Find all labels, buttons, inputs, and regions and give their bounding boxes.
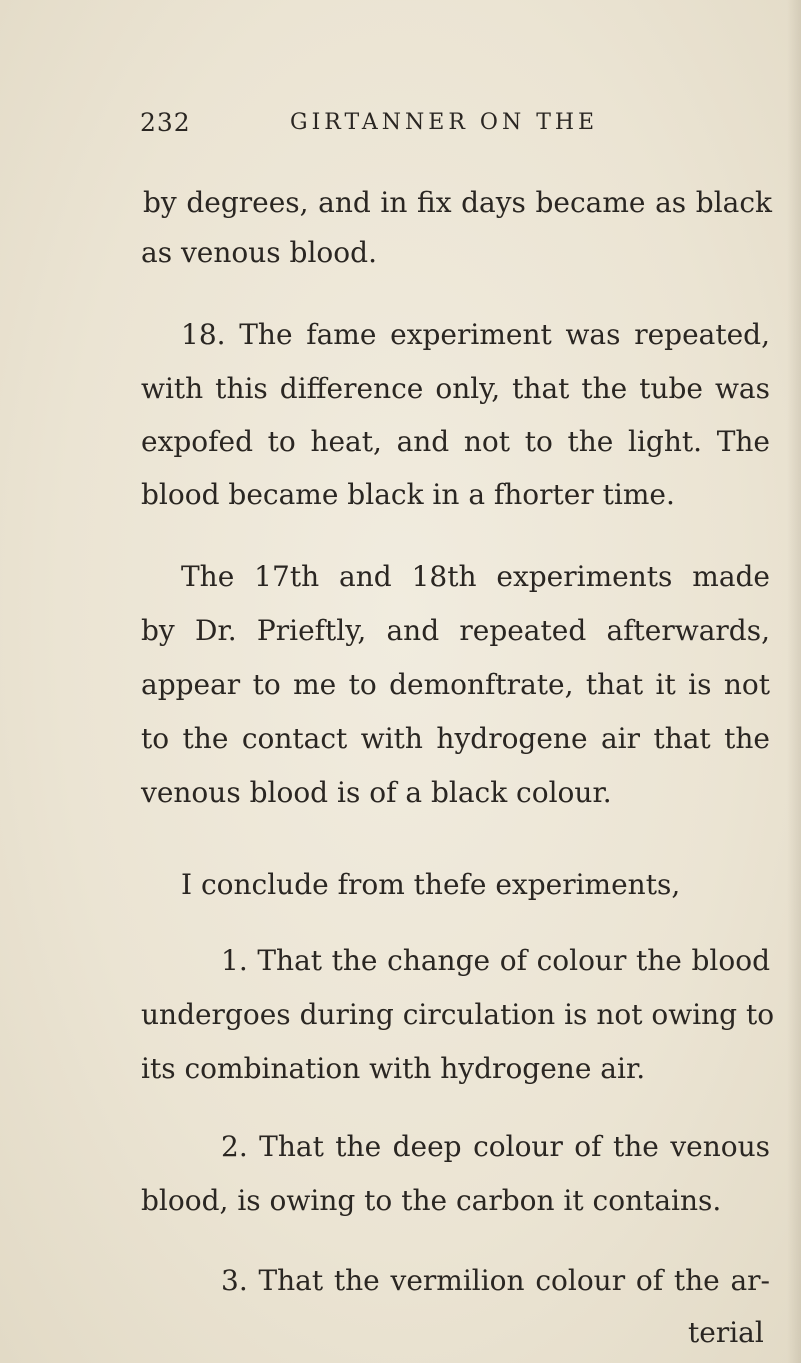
text-line: by Dr. Prieftly, and repeated afterwards, bbox=[141, 614, 770, 647]
text-line: as venous blood. bbox=[141, 236, 377, 269]
text-line: blood became black in a fhorter time. bbox=[141, 478, 675, 511]
text-line: I conclude from thefe experiments, bbox=[181, 868, 681, 901]
text-line: venous blood is of a black colour. bbox=[141, 776, 612, 809]
text-line: 3. That the vermilion colour of the ar- bbox=[221, 1264, 770, 1297]
text-line: to the contact with hydrogene air that the bbox=[141, 722, 770, 755]
text-line: expofed to heat, and not to the light. The bbox=[141, 425, 770, 458]
text-line: 2. That the deep colour of the venous bbox=[221, 1130, 770, 1163]
text-line: undergoes during circulation is not owing to bbox=[141, 998, 775, 1031]
page-number: 232 bbox=[140, 108, 191, 137]
page-header bbox=[140, 108, 700, 148]
text-line: with this difference only, that the tube was bbox=[141, 372, 770, 405]
text-line: its combination with hydrogene air. bbox=[141, 1052, 646, 1085]
text-line: 18. The fame experiment was repeated, bbox=[181, 318, 770, 351]
running-head: GIRTANNER ON THE bbox=[290, 110, 599, 135]
text-line: The 17th and 18th experiments made bbox=[181, 560, 770, 593]
text-line: by degrees, and in fix days became as black bbox=[143, 186, 772, 219]
text-line: appear to me to demonftrate, that it is not bbox=[141, 668, 770, 701]
text-line: blood, is owing to the carbon it contains. bbox=[141, 1184, 722, 1217]
catchword: terial bbox=[688, 1316, 764, 1349]
page-edge-shadow bbox=[787, 0, 801, 1363]
text-line: 1. That the change of colour the blood bbox=[221, 944, 770, 977]
